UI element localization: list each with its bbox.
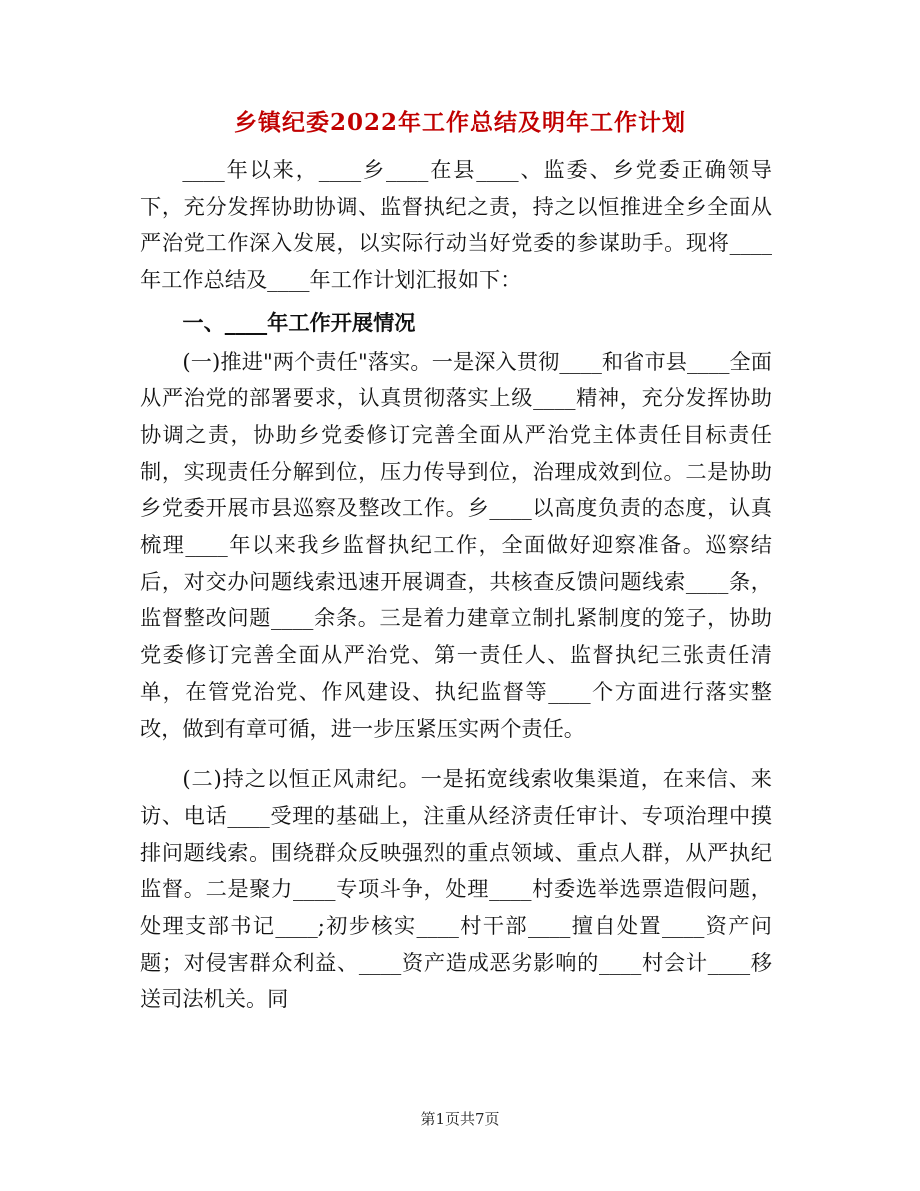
paragraph-responsibility: (一)推进"两个责任"落实。一是深入贯彻____和省市县____全面从严治党的部署要求，认真贯彻落实上级____精神，充分发挥协助协调之责，协助乡党委修订完善全面从严治党主体责任目标责任制，实现责任分解到位，压力传导到位，治理成效到位。二是协助乡党委开展市县巡察及整改工作。乡____以高度负责的态度，认真梳理____年以来我乡监督执纪工作，全面做好迎察准备。巡察结后，对交办问题线索迅速开展调查，共核查反馈问题线索____条，监督整改问题____余条。三是着力建章立制扎紧制度的笼子，协助党委修订完善全面从严治党、第一责任人、监督执纪三张责任清单，在管党治党、作风建设、执纪监督等____个方面进行落实整改，做到有章可循，进一步压紧压实两个责任。 bbox=[140, 348, 772, 741]
paragraph-discipline: (二)持之以恒正风肃纪。一是拓宽线索收集渠道，在来信、来访、电话____受理的基础上，注重从经济责任审计、专项治理中摸排问题线索。围绕群众反映强烈的重点领域、重点人群，从严执纪监督。二是聚力____专项斗争，处理____村委选举选票造假问题，处理支部书记____;初步核实____村干部____擅自处置____资产问题；对侵害群众利益、____资产造成恶劣影响的____村会计____移送司法机关。同 bbox=[140, 766, 772, 1012]
intro-paragraph: ____年以来，____乡____在县____、监委、乡党委正确领导下，充分发挥协助协调、监督执纪之责，持之以恒推进全乡全面从严治党工作深入发展，以实际行动当好党委的参谋助手。现将____年工作总结及____年工作计划汇报如下： bbox=[140, 157, 772, 293]
document-body bbox=[140, 152, 772, 1018]
document-title: 乡镇纪委2022年工作总结及明年工作计划 bbox=[233, 109, 686, 136]
page-number: 第1页共7页 bbox=[420, 1110, 500, 1128]
section-heading-1: 一、____年工作开展情况 bbox=[182, 309, 416, 335]
